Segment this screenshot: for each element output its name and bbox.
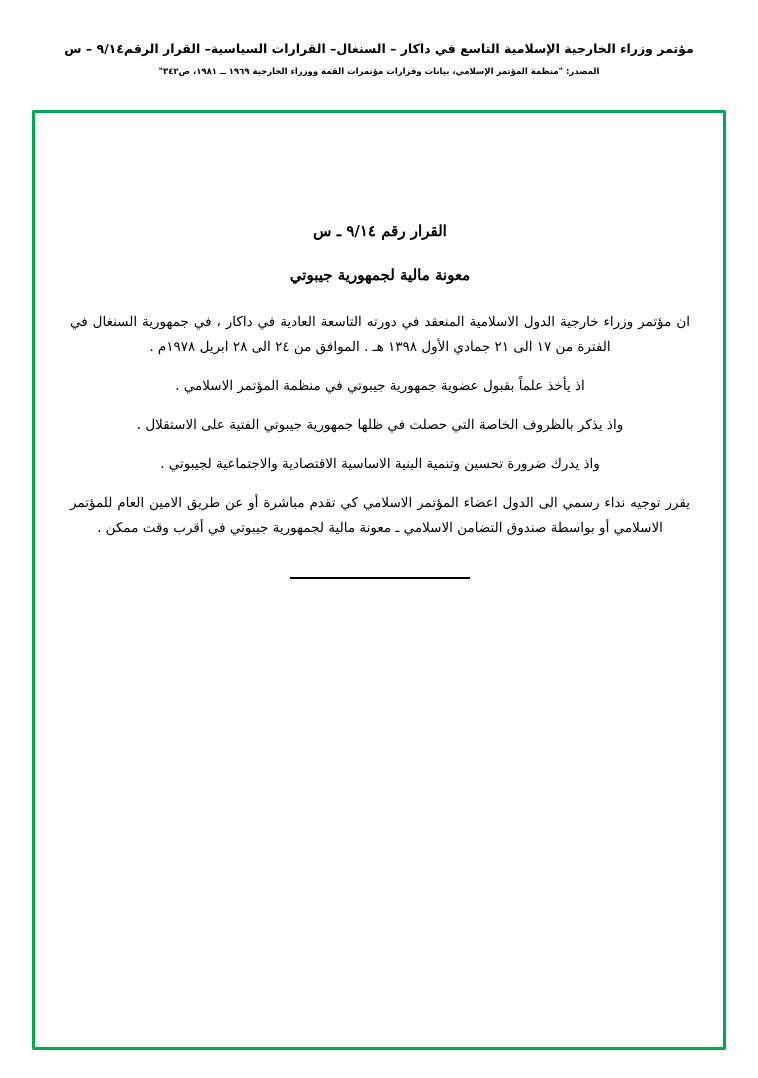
decision-number: القرار رقم ٩/١٤ ـ س — [313, 222, 447, 240]
document-body — [60, 222, 700, 579]
paragraph-clause-1: اذ يأخذ علماً بقبول عضوية جمهورية جيبوتي في منظمة المؤتمر الاسلامي . — [175, 377, 585, 394]
header-source: المصدر: "منظمة المؤتمر الإسلامي، بيانات وقرارات مؤتمرات القمة ووزراء الخارجية ١٩٦٩ ــ ١٩٨١، ص٣٤٢" — [158, 66, 600, 77]
section-divider — [290, 577, 470, 579]
paragraph-preamble: ان مؤتمر وزراء خارجية الدول الاسلامية المنعقد في دورته التاسعة العادية في داكار ، في جمهورية السنغال في الفترة من ١٧ الى ٢١ جمادي الأول ١٣٩٨ هـ . الموافق من ٢٤ الى ٢٨ ابريل ١٩٧٨م . — [70, 314, 690, 355]
paragraph-resolution: يقرر توجيه نداء رسمي الى الدول اعضاء المؤتمر الاسلامي كي تقدم مباشرة أو عن طريق الامين العام للمؤتمر الاسلامي أو بواسطة صندوق التضامن الاسلامي ـ معونة مالية لجمهورية جيبوتي في أقرب وقت ممكن . — [70, 494, 690, 536]
paragraph-clause-3: واذ يدرك ضرورة تحسين وتنمية البنية الاساسية الاقتصادية والاجتماعية لجيبوتي . — [160, 455, 600, 472]
document-header — [0, 40, 758, 79]
decision-title: معونة مالية لجمهورية جيبوتي — [289, 266, 471, 284]
paragraph-clause-2: واذ يذكر بالظروف الخاصة التي حصلت في ظلها جمهورية جيبوتي الفتية على الاستقلال . — [136, 416, 624, 433]
header-title: مؤتمر وزراء الخارجية الإسلامية التاسع في داكار – السنغال– القرارات السياسية– القرار الرقم٩/١٤ – س — [64, 41, 694, 56]
